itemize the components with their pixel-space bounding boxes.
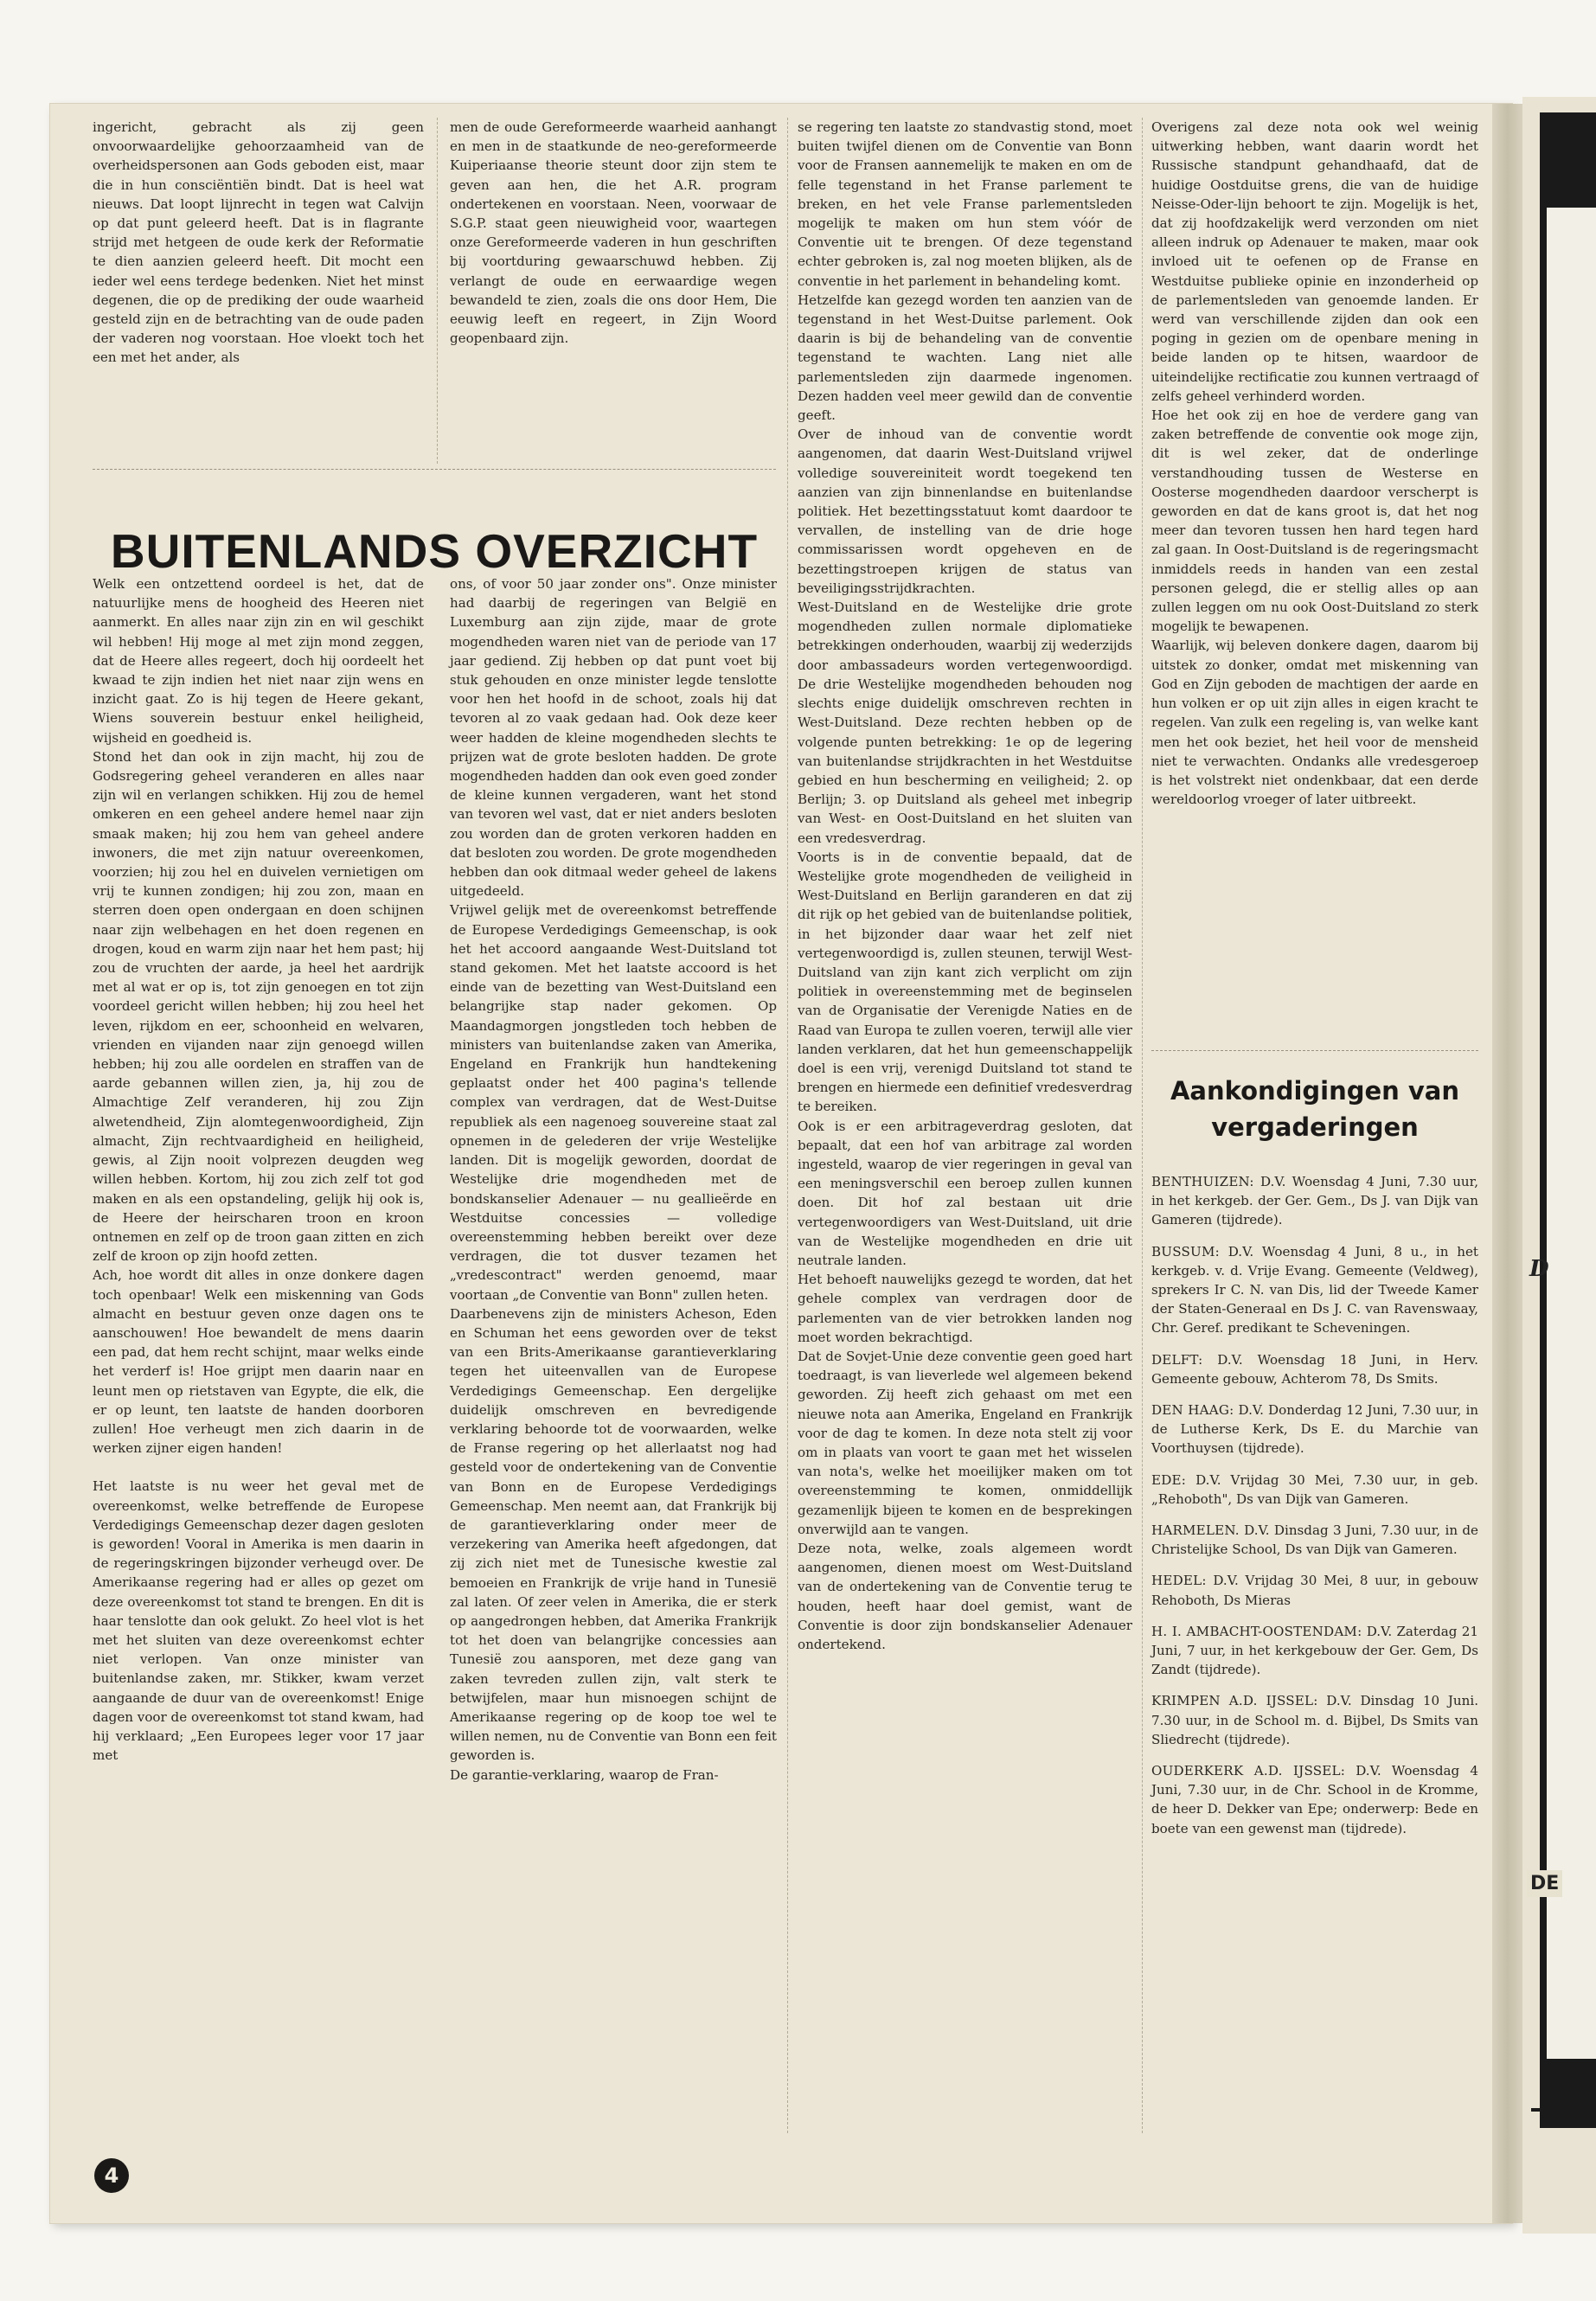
announcement-place: OUDERKERK A.D. IJSSEL: bbox=[1151, 1763, 1345, 1779]
announcement-place: DEN HAAG: bbox=[1151, 1402, 1234, 1419]
announcement-text bbox=[1151, 1172, 1478, 1230]
announcement-text bbox=[1151, 1471, 1478, 1509]
announcement-item bbox=[1151, 1521, 1478, 1559]
paragraph: Dat de Sovjet-Unie deze conventie geen goed hart toedraagt, is van lieverlede wel algemeen bekend geworden. Zij heeft zich gehaast om met een nieuwe nota aan Amerika, Engeland en Frankrijk voor de dag te komen. In deze nota stelt zij voor om in plaats van voort te gaan met het wisselen van nota's, welke het moeilijker maken om tot overeenstemming te komen, onmiddellijk gezamenlijk bijeen te komen en de besprekingen onverwijld aan te vangen. bbox=[798, 1349, 1132, 1537]
adjacent-page-rule bbox=[1531, 2108, 1592, 2112]
paragraph: Stond het dan ook in zijn macht, hij zou de Godsregering geheel veranderen en alles naar zijn wil en verlangen schikken. Hij zou de hemel omkeren en een geheel andere hemel naar zijn smaak maken; hij zou hem van geheel andere inwoners, die met zijn natuur overeenkomen, voorzien; hij zou hel en duivelen vernietigen om vrij te kunnen zondigen; hij zou zon, maan en sterren doen open ondergaan en doen schijnen naar zijn welbehagen en het doen regenen en drogen, koud en warm zijn naar het hem past; hij zou de vruchten der aarde, ja heel het aardrijk met al wat er op is, tot zijn genoegen en tot zijn voordeel gericht willen hebben; hij zou heel het leven, rijkdom en eer, schoonheid en welvaren, vrienden en vijanden naar zijn genoegd willen hebben; hij zou alle oordelen en straffen van de aarde gebannen willen zien, ja, hij zou de Almachtige Zelf veranderen, hij zou Zijn alwetendheid, Zijn alomtegenwoordigheid, Zijn almacht, Zijn rechtvaardigheid en heiligheid, gewis, al Zijn nooit volprezen deugden weg willen hebben. Kortom, hij zou zich zelf tot god maken en als een opstandeling, gelijk hij ook is, de Heere der heirscharen troon en kroon ontnemen en zelf op de troon gaan zitten en zich zelf de kroon op zijn hoofd zetten. bbox=[93, 748, 424, 1265]
page-number: 4 bbox=[94, 2158, 129, 2193]
paragraph: Welk een ontzettend oordeel is het, dat de natuurlijke mens de hoogheid des Heeren niet aanmerkt. En alles naar zijn zin en wil geschikt wil hebben! Hij moge al met zijn mond zeggen, dat de Heere alles regeert, doch hij oordeelt het kwaad te zijn indien het niet naar zijn wens en inzicht gaat. Zo is hij tegen de Heere gekant, Wiens souverein bestuur enkel heiligheid, wijsheid en goedheid is. bbox=[93, 576, 424, 746]
announcement-details: D.V. Woensdag 4 Juni, 7.30 uur, in de Chr. School in de Kromme, de heer D. Dekker van Epe; onderwerp: Bede en boete van een gewenst man (tijdrede). bbox=[1151, 1763, 1478, 1836]
announcement-details: D.V. Dinsdag 10 Juni. 7.30 uur, in de School m. d. Bijbel, Ds Smits van Sliedrecht (tijdrede). bbox=[1151, 1693, 1478, 1747]
announcement-item bbox=[1151, 1350, 1478, 1388]
announcement-text bbox=[1151, 1400, 1478, 1458]
top-continuation-col2 bbox=[450, 118, 777, 348]
announcement-details: D.V. Zaterdag 21 Juni, 7 uur, in het kerkgebouw der Ger. Gem, Ds Zandt (tijdrede). bbox=[1151, 1623, 1478, 1678]
announcement-details: D.V. Woensdag 18 Juni, in Herv. Gemeente gebouw, Achterom 78, Ds Smits. bbox=[1151, 1351, 1478, 1387]
paragraph: Hoe het ook zij en hoe de verdere gang van zaken betreffende de conventie ook moge zijn, dit is wel zeker, dat de onderlinge verstandhouding tussen de Westerse en Oosterse mogendheden daardoor verscherpt is geworden en dat de kans groot is, dat het nog meer dan tevoren tussen hen hard tegen hard zal gaan. In Oost-Duitsland is de regeringsmacht inmiddels reeds in handen van een zestal personen gelegd, die er stellig alles op aan zullen leggen om nu ook Oost-Duitsland zo sterk mogelijk te bewapenen. bbox=[1151, 407, 1478, 635]
announcement-item bbox=[1151, 1691, 1478, 1749]
paragraph: Over de inhoud van de conventie wordt aangenomen, dat daarin West-Duitsland vrijwel volledige souvereiniteit wordt toegekend ten aanzien van zijn binnenlandse en buitenlandse politiek. Het bezettingsstatuut komt daardoor te vervallen, de instelling van de drie hoge commissarissen wordt opgeheven en de bezettingstroepen krijgen de status van beveiligingsstrijdkrachten. bbox=[798, 426, 1132, 596]
paragraph: se regering ten laatste zo standvastig stond, moet buiten twijfel dienen om de Conventie van Bonn voor de Fransen aannemelijk te maken en om de felle tegenstand in het Franse parlement te breken, en het vele Franse parlementsleden mogelijk te maken om hun stem vóór de Conventie uit te brengen. Of deze tegenstand echter gebroken is, zal nog moeten blijken, als de conventie in het parlement in behandeling komt. bbox=[798, 119, 1132, 289]
adjacent-page-fragment: D bbox=[1529, 1256, 1549, 1282]
adjacent-page-fragment-heading: DE bbox=[1527, 1870, 1562, 1897]
announcement-text bbox=[1151, 1761, 1478, 1838]
adjacent-page-inner-box bbox=[1547, 208, 1596, 2059]
announcement-item bbox=[1151, 1400, 1478, 1458]
announcement-details: D.V. Vrijdag 30 Mei, 7.30 uur, in geb. „Rehoboth", Ds van Dijk van Gameren. bbox=[1151, 1471, 1478, 1507]
announcement-details: D.V. Woensdag 4 Juni, 8 u., in het kerkgeb. v. d. Vrije Evang. Gemeente (Veldweg), sprekers Ir C. N. van Dis, lid der Tweede Kamer der Staten-Generaal en Ds J. C. van Ravenswaay, Chr. Geref. predikant te Scheveningen. bbox=[1151, 1243, 1478, 1336]
announcement-place: DELFT: bbox=[1151, 1351, 1203, 1368]
section-headline: BUITENLANDS OVERZICHT bbox=[110, 523, 759, 578]
column-rule bbox=[1142, 118, 1143, 2133]
column-rule bbox=[787, 118, 788, 2133]
column-rule bbox=[437, 118, 438, 464]
adjacent-page-edge bbox=[1522, 97, 1596, 2234]
announcement-item bbox=[1151, 1761, 1478, 1838]
announcements-heading bbox=[1151, 1073, 1478, 1145]
announcements-heading-line1: Aankondigingen van bbox=[1170, 1076, 1460, 1106]
article-col4 bbox=[1151, 118, 1478, 809]
announcement-item bbox=[1151, 1571, 1478, 1609]
paragraph: Hetzelfde kan gezegd worden ten aanzien van de tegenstand in het West-Duitse parlement. Ook daarin is bij de behandeling van de conventie tegenstand te wachten. Lang niet alle parlementsleden zijn daarmede ingenomen. Dezen hadden veel meer gewild dan de conventie geeft. bbox=[798, 292, 1132, 424]
announcement-details: D.V. Dinsdag 3 Juni, 7.30 uur, in de Christelijke School, Ds van Dijk van Gameren. bbox=[1151, 1522, 1478, 1558]
announcement-details: D.V. Donderdag 12 Juni, 7.30 uur, in de Lutherse Kerk, Ds E. du Marchie van Voorthuysen (tijdrede). bbox=[1151, 1402, 1478, 1457]
announcement-details: D.V. Woensdag 4 Juni, 7.30 uur, in het kerkgeb. der Ger. Gem., Ds J. van Dijk van Gameren (tijdrede). bbox=[1151, 1174, 1478, 1228]
article-col3 bbox=[798, 118, 1132, 1654]
article-col1 bbox=[93, 574, 424, 1765]
announcement-text bbox=[1151, 1571, 1478, 1609]
announcements-heading-line2: vergaderingen bbox=[1211, 1112, 1419, 1142]
paragraph: De garantie-verklaring, waarop de Fran- bbox=[450, 1766, 719, 1783]
announcements-list bbox=[1151, 1172, 1478, 1850]
announcement-place: KRIMPEN A.D. IJSSEL: bbox=[1151, 1693, 1318, 1709]
paragraph: Het laatste is nu weer het geval met de overeenkomst, welke betreffende de Europese Verdedigings Gemeenschap dezer dagen gesloten is geworden! Vooral in Amerika is men daarin in de regeringskringen bijzonder verheugd over. De Amerikaanse regering had er alles op gezet om deze overeenkomst tot stand te brengen. En dit is haar tenslotte dan ook gelukt. Zo heel vlot is het met het sluiten van deze overeenkomst echter niet verlopen. Van onze minister van buitenlandse zaken, mr. Stikker, kwam verzet aangaande de duur van de overeenkomst! Enige dagen voor de overeenkomst tot stand kwam, had hij verklaard; „Een Europees leger voor 17 jaar met bbox=[93, 1478, 424, 1764]
paragraph: Waarlijk, wij beleven donkere dagen, daarom bij uitstek zo donker, omdat met miskenning van God en Zijn geboden de machtigen der aarde en hun volken er op uit zijn alles in eigen kracht te regelen. Van zulk een regeling is, van welke kant men het ook beziet, het heil voor de mensheid niet te verwachten. Ondanks alle vredesgeroep is het volstrekt niet ondenkbaar, dat een derde wereldoorlog vroeger of later uitbreekt. bbox=[1151, 638, 1478, 808]
paragraph: Deze nota, welke, zoals algemeen wordt aangenomen, dienen moest om West-Duitsland van de ondertekening van de Conventie terug te houden, heeft haar doel gemist, want de Conventie is door zijn bondskanselier Adenauer ondertekend. bbox=[798, 1541, 1132, 1653]
announcement-place: H. I. AMBACHT-OOSTENDAM: bbox=[1151, 1623, 1362, 1639]
paragraph: Overigens zal deze nota ook wel weinig uitwerking hebben, want daarin wordt het Russische standpunt gehandhaafd, dat de huidige Oostduitse grens, die van de huidige Neisse-Oder-lijn behoort te zijn. Mogelijk is het, dat zij hoofdzakelijk werd verzonden om niet alleen indruk op Adenauer te maken, maar ook invloed uit te oefenen op de Franse en Westduitse publieke opinie en inzonderheid op de parlementsleden van genoemde landen. Er werd van verschillende zijden dan ook een poging in gezien om de openbare mening in beide landen op te hitsen, waardoor de uiteindelijke rectificatie zou kunnen vertraagd of zelfs geheel verhinderd worden. bbox=[1151, 119, 1478, 404]
paragraph: Vrijwel gelijk met de overeenkomst betreffende de Europese Verdedigings Gemeenschap, is ook het het accoord aangaande West-Duitsland tot stand gekomen. Met het laatste accoord is het einde van de bezetting van West-Duitsland een belangrijke stap nader gekomen. Op Maandagmorgen jongstleden toch hebben de ministers van buitenlandse zaken van Amerika, Engeland en Frankrijk hun handtekening geplaatst onder het 400 pagina's tellende complex van verdragen, dat de West-Duitse republiek als een nagenoeg souvereine staat zal opnemen in de gelederen der vrije Westelijke landen. Dit is mogelijk geworden, doordat de Westelijke drie mogendheden met de bondskanselier Adenauer — nu geallieërde en Westduitse concessies — volledige overeenstemming hebben bereikt over deze verdragen, die tot dusver tezamen het „vredescontract" werden genoemd, maar voortaan „de Conventie van Bonn" zullen heten. bbox=[450, 902, 777, 1303]
announcement-item bbox=[1151, 1172, 1478, 1230]
paragraph: Daarbenevens zijn de ministers Acheson, Eden en Schuman het eens geworden over de tekst van een Brits-Amerikaanse garantieverklaring tegen het uiteenvallen van de Europese Verdedigings Gemeenschap. Een dergelijke duidelijk omschreven en bevredigende verklaring behoorde tot de voorwaarden, welke de Franse regering op het allerlaatst nog had gesteld voor de ondertekening van de Conventie van Bonn en de Europese Verdedigings Gemeenschap. Men neemt aan, dat Frankrijk bij de garantieverklaring onder meer de verzekering van Amerika heeft afgedongen, dat zij zich niet met de Tunesische kwestie zal bemoeien en Frankrijk de vrije hand in Tunesië zal laten. Of zeer velen in Amerika, die er sterk op aangedrongen hebben, dat Amerika Frankrijk tot het doen van belangrijke concessies aan Tunesië zou aansporen, met deze gang van zaken tevreden zullen zijn, valt sterk te betwijfelen, maar hun misnoegen schijnt de Amerikaanse regering op de koop toe wel te willen nemen, nu de Conventie van Bonn een feit geworden is. bbox=[450, 1305, 777, 1764]
announcement-item bbox=[1151, 1242, 1478, 1338]
adjacent-page-black-band bbox=[1540, 112, 1596, 2128]
announcement-text bbox=[1151, 1622, 1478, 1680]
section-divider bbox=[93, 469, 776, 470]
paragraph: men de oude Gereformeerde waarheid aanhangt en men in de staatkunde de neo-gereformeerde Kuiperiaanse theorie steunt door zijn stem te geven aan hen, die het A.R. program ondertekenen en voorstaan. Neen, voorwaar de S.G.P. staat geen nieuwigheid voor, waartegen onze Gereformeerde vaderen in hun geschriften bij voortduring gewaarschuwd hebben. Zij verlangt de oude en eerwaardige wegen bewandeld te zien, zoals die ons door Hem, Die eeuwig leeft en regeert, in Zijn Woord geopenbaard zijn. bbox=[450, 119, 777, 347]
announcement-text bbox=[1151, 1350, 1478, 1388]
paragraph: Het behoeft nauwelijks gezegd te worden, dat het gehele complex van verdragen door de parlementen van de vier betrokken landen nog moet worden bekrachtigd. bbox=[798, 1272, 1132, 1345]
paragraph: Ook is er een arbitrageverdrag gesloten, dat bepaalt, dat een hof van arbitrage zal worden ingesteld, waarop de vier regeringen in geval van een meningsverschil een beroep zullen kunnen doen. Dit hof zal bestaan uit drie vertegenwoordigers van West-Duitsland, uit drie van de Westelijke mogendheden en drie uit neutrale landen. bbox=[798, 1118, 1132, 1268]
page-fold bbox=[1492, 104, 1523, 2223]
paragraph: West-Duitsland en de Westelijke drie grote mogendheden zullen normale diplomatieke betrekkingen onderhouden, waarbij zij wederzijds door ambassadeurs worden vertegenwoordigd. De drie Westelijke mogendheden behouden nog slechts enige duidelijk omschreven rechten in West-Duitsland. Deze rechten hebben op de volgende punten betrekking: 1e op de legering van buitenlandse strijdkrachten in het Westduitse gebied en hun bescherming en veiligheid; 2. op Berlijn; 3. op Duitsland als geheel met inbegrip van West- en Oost-Duitsland en het sluiten van een vredesverdrag. bbox=[798, 599, 1132, 846]
announcement-item bbox=[1151, 1471, 1478, 1509]
top-continuation-col1 bbox=[93, 118, 424, 368]
announcement-place: HARMELEN. bbox=[1151, 1522, 1240, 1539]
announcement-text bbox=[1151, 1691, 1478, 1749]
paragraph: Voorts is in de conventie bepaald, dat de Westelijke grote mogendheden de veiligheid in West-Duitsland en Berlijn garanderen en dat zij dit rijk op het gebied van de buitenlandse politiek, in het bijzonder daar waar het zelf niet vertegenwoordigd is, zullen steunen, terwijl West-Duitsland van zijn kant zich verplicht om zijn politiek in overeenstemming met de beginselen van de Organisatie der Verenigde Naties en de Raad van Europa te zullen voeren, terwijl alle vier landen verklaren, dat het hun gemeenschappelijk doel is een vrij, verenigd Duitsland tot stand te brengen en hiermede een definitief vredesverdrag te bereiken. bbox=[798, 849, 1132, 1115]
announcement-place: BUSSUM: bbox=[1151, 1243, 1220, 1259]
announcements-divider bbox=[1151, 1050, 1478, 1051]
announcement-text bbox=[1151, 1521, 1478, 1559]
announcement-place: BENTHUIZEN: bbox=[1151, 1174, 1254, 1189]
paragraph: Ach, hoe wordt dit alles in onze donkere dagen toch openbaar! Welk een miskenning van Gods almacht en bestuur geven onze dagen ons te aanschouwen! Hoe bewandelt de mens daarin een pad, dat hem recht schijnt, maar welks einde het verderf is! Hoe grijpt men daarin naar en leunt men op rietstaven van Egypte, die elk, die er op leunt, ten laatste de handen doorboren zullen! Hoe verheugt men zich daarin in de werken zijner eigen handen! bbox=[93, 1267, 424, 1457]
announcement-item bbox=[1151, 1622, 1478, 1680]
paragraph: ingericht, gebracht als zij geen onvoorwaardelijke gehoorzaamheid van de overheidspersonen aan Gods geboden eist, maar die in hun consciëntiën bindt. Dat is heel wat nieuws. Dat loopt lijnrecht in tegen wat Calvijn op dat punt geleerd heeft. Dat is in flagrante strijd met hetgeen de oude kerk der Reformatie te dien aanzien geleerd heeft. Dit mocht een ieder wel eens terdege bedenken. Niet het minst degenen, die op de prediking der oude waarheid gesteld zijn en de betrachting van de oude paden der vaderen nog voorstaan. Hoe vloekt toch het een met het ander, als bbox=[93, 119, 424, 366]
announcement-place: HEDEL: bbox=[1151, 1573, 1207, 1589]
announcement-text bbox=[1151, 1242, 1478, 1338]
announcement-place: EDE: bbox=[1151, 1471, 1187, 1488]
paragraph: ons, of voor 50 jaar zonder ons". Onze minister had daarbij de regeringen van België en Luxemburg aan zijn zijde, maar de grote mogendheden waren niet van de periode van 17 jaar gediend. Zij hebben op dat punt voet bij stuk gehouden en onze minister legde tenslotte voor hen het hoofd in de schoot, zoals hij dat tevoren al zo vaak gedaan had. Ook deze keer weer hadden de kleine mogendheden slechts te prijzen wat de grote besloten hadden. De grote mogendheden hadden dan ook even goed zonder de kleine kunnen vergaderen, want het stond van tevoren wel vast, dat er niet anders besloten zou worden dan de groten verkoren hadden en dat besloten zou worden. De grote mogendheden hebben dan ook ditmaal weder geheel de lakens uitgedeeld. bbox=[450, 576, 777, 900]
article-col2 bbox=[450, 574, 777, 1785]
announcement-details: D.V. Vrijdag 30 Mei, 8 uur, in gebouw Rehoboth, Ds Mieras bbox=[1151, 1573, 1478, 1608]
